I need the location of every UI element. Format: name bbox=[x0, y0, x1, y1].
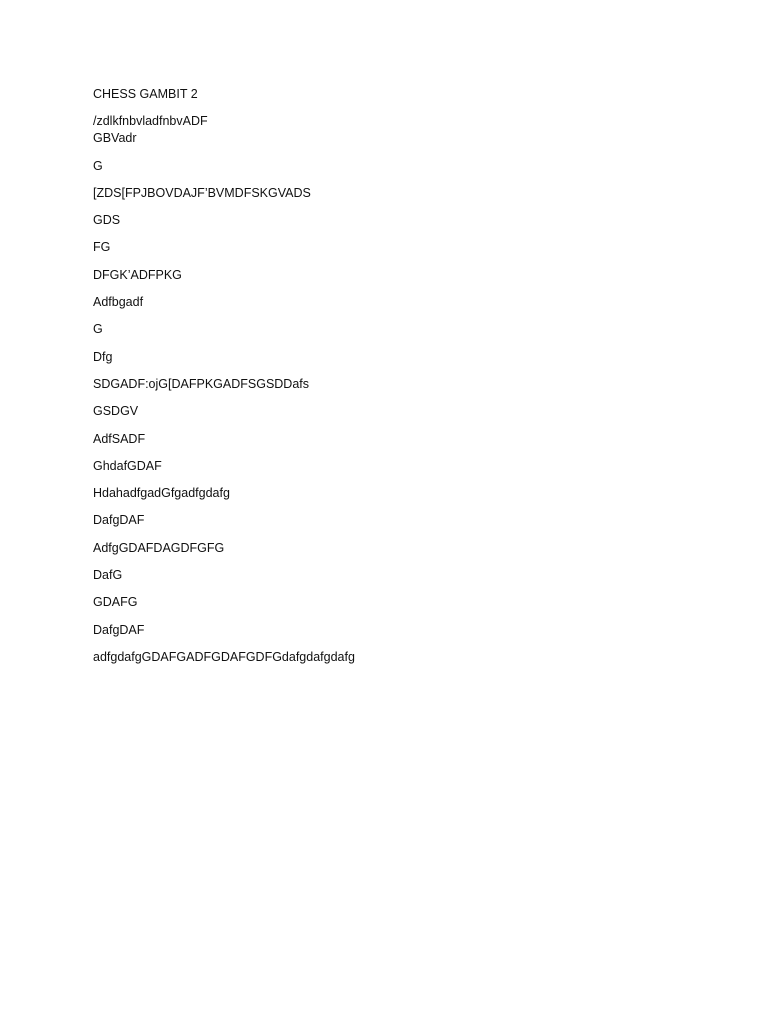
text-line: AdfgGDAFDAGDFGFG bbox=[93, 540, 225, 555]
text-line: Adfbgadf bbox=[93, 295, 144, 310]
text-line: Dfg bbox=[93, 349, 113, 364]
text-line: GhdafGDAF bbox=[93, 458, 162, 473]
text-line: adfgdafgGDAFGADFGDAFGDFGdafgdafgdafg bbox=[93, 649, 355, 664]
text-line: SDGADF:ojG[DAFPKGADFSGSDDafs bbox=[93, 376, 310, 391]
text-line: DafG bbox=[93, 568, 123, 583]
text-line: FG bbox=[93, 240, 111, 255]
text-line: AdfSADF bbox=[93, 431, 146, 446]
text-line: /zdlkfnbvladfnbvADF bbox=[93, 114, 208, 129]
document-body bbox=[93, 86, 713, 676]
text-line: G bbox=[93, 322, 103, 337]
document-title: CHESS GAMBIT 2 bbox=[93, 87, 198, 101]
text-line: GBVadr bbox=[93, 131, 137, 146]
text-line: [ZDS[FPJBOVDAJF’BVMDFSKGVADS bbox=[93, 185, 311, 200]
text-line: DFGK’ADFPKG bbox=[93, 267, 182, 282]
text-line: GDS bbox=[93, 213, 121, 228]
text-line: DafgDAF bbox=[93, 513, 145, 528]
text-line: G bbox=[93, 158, 103, 173]
text-line: GSDGV bbox=[93, 404, 139, 419]
text-line: GDAFG bbox=[93, 595, 138, 610]
text-line: DafgDAF bbox=[93, 622, 145, 637]
text-line: HdahadfgadGfgadfgdafg bbox=[93, 486, 230, 501]
